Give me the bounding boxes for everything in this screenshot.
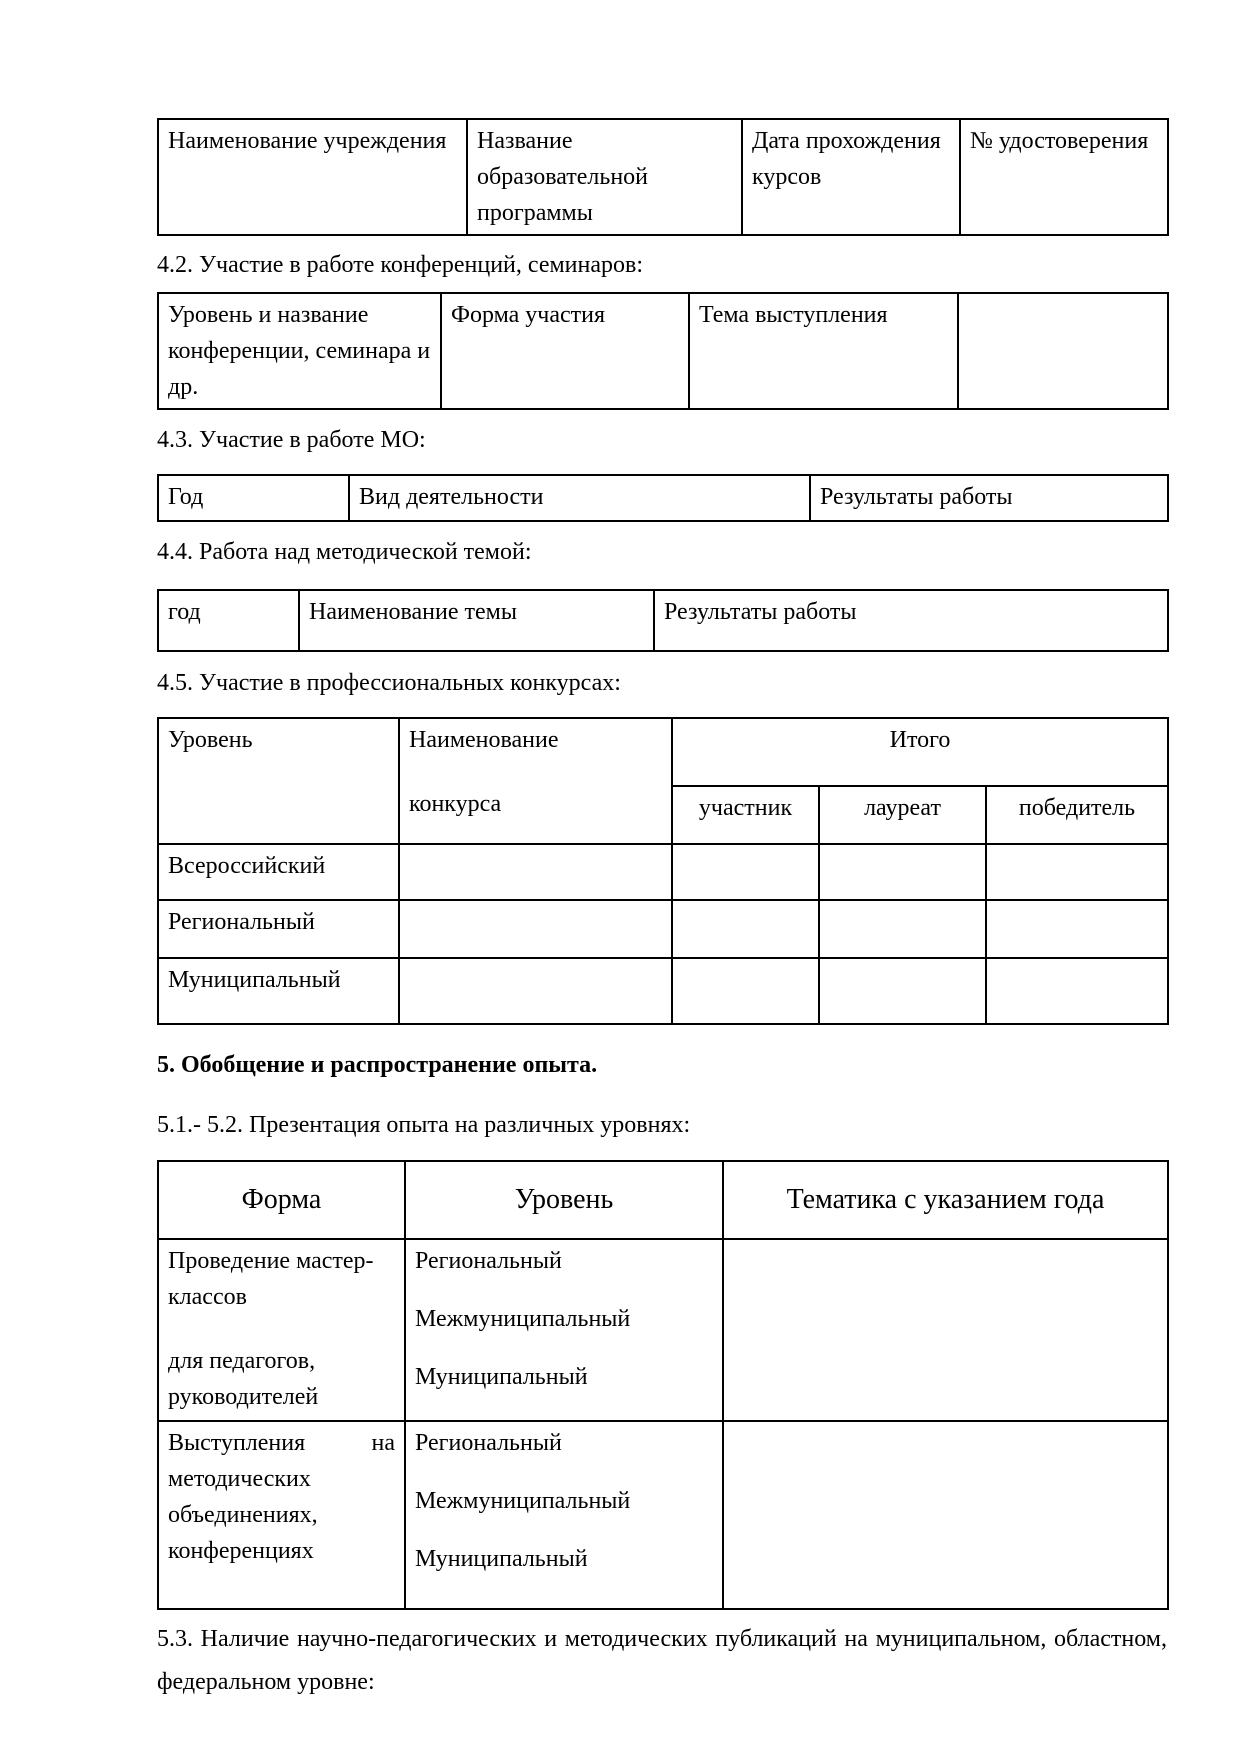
form-justified-line <box>168 1425 395 1461</box>
level-item: Муниципальный <box>415 1364 588 1390</box>
empty-cell <box>672 900 819 958</box>
form-paragraph: для педагогов, руководителей <box>168 1348 319 1410</box>
contests-table <box>157 717 1169 1025</box>
conferences-header-form: Форма участия <box>441 293 689 409</box>
contests-header-name-line1: Наименование <box>409 727 559 753</box>
presentation-row2-form <box>158 1421 405 1609</box>
presentation-row1-form <box>158 1239 405 1421</box>
table-row <box>158 844 1168 900</box>
courses-header-institution: Наименование учреждения <box>158 119 467 235</box>
form-line: методических <box>168 1466 311 1492</box>
heading-5: 5. Обобщение и распространение опыта. <box>157 1052 598 1078</box>
method-header-theme: Наименование темы <box>299 590 654 651</box>
form-line: конференциях <box>168 1538 314 1564</box>
contests-subheader-participant: участник <box>672 786 819 844</box>
table-row <box>158 1421 1168 1609</box>
contests-row-municipal: Муниципальный <box>158 958 399 1024</box>
mo-table <box>157 474 1169 522</box>
empty-cell <box>819 844 986 900</box>
presentation-header-level: Уровень <box>405 1161 723 1239</box>
heading-4-4: 4.4. Работа над методической темой: <box>157 539 532 565</box>
empty-cell <box>399 958 672 1024</box>
contests-subheader-laureate: лауреат <box>819 786 986 844</box>
mo-header-activity: Вид деятельности <box>349 475 810 521</box>
empty-cell <box>672 844 819 900</box>
courses-header-program: Название образовательной программы <box>467 119 742 235</box>
empty-cell <box>723 1421 1168 1609</box>
heading-4-5: 4.5. Участие в профессиональных конкурсах: <box>157 670 621 696</box>
form-line: объединениях, <box>168 1502 318 1528</box>
paragraph-5-3-line1: 5.3. Наличие научно-педагогических и методических публикаций на муниципальном, областном, <box>157 1626 1167 1652</box>
contests-header-level: Уровень <box>158 718 399 844</box>
level-item: Межмуниципальный <box>415 1488 631 1514</box>
empty-cell <box>399 900 672 958</box>
contests-row-regional: Региональный <box>158 900 399 958</box>
empty-cell <box>819 958 986 1024</box>
courses-header-date: Дата прохождения курсов <box>742 119 960 235</box>
table-row <box>158 900 1168 958</box>
empty-cell <box>986 844 1168 900</box>
empty-cell <box>958 293 1168 409</box>
table-row <box>158 958 1168 1024</box>
table-row <box>158 475 1168 521</box>
level-item: Межмуниципальный <box>415 1306 631 1332</box>
presentation-row2-levels <box>405 1421 723 1609</box>
empty-cell <box>672 958 819 1024</box>
form-word: на <box>371 1430 395 1456</box>
method-header-results: Результаты работы <box>654 590 1168 651</box>
mo-header-year: Год <box>158 475 349 521</box>
courses-header-certificate: № удостоверения <box>960 119 1168 235</box>
table-row <box>158 590 1168 651</box>
empty-cell <box>986 900 1168 958</box>
empty-cell <box>723 1239 1168 1421</box>
contests-row-allrussian: Всероссийский <box>158 844 399 900</box>
courses-table <box>157 118 1169 236</box>
paragraph-5-3 <box>157 1618 1167 1704</box>
empty-cell <box>399 844 672 900</box>
heading-4-3: 4.3. Участие в работе МО: <box>157 427 426 453</box>
contests-header-total: Итого <box>672 718 1168 786</box>
contests-header-name <box>399 718 672 844</box>
form-word: Выступления <box>168 1430 306 1456</box>
table-row <box>158 119 1168 235</box>
mo-header-results: Результаты работы <box>810 475 1168 521</box>
conferences-header-level: Уровень и название конференции, семинара и др. <box>158 293 441 409</box>
table-row <box>158 1239 1168 1421</box>
contests-header-name-line2: конкурса <box>409 791 502 817</box>
table-row <box>158 1161 1168 1239</box>
conferences-header-topic: Тема выступления <box>689 293 958 409</box>
table-row <box>158 718 1168 786</box>
table-row <box>158 293 1168 409</box>
empty-cell <box>986 958 1168 1024</box>
paragraph-5-3-line2: федеральном уровне: <box>157 1669 375 1695</box>
heading-5-1-5-2: 5.1.- 5.2. Презентация опыта на различных уровнях: <box>157 1112 691 1138</box>
level-item: Региональный <box>415 1248 562 1274</box>
level-item: Региональный <box>415 1430 562 1456</box>
conferences-table <box>157 292 1169 410</box>
level-item: Муниципальный <box>415 1546 588 1572</box>
contests-subheader-winner: победитель <box>986 786 1168 844</box>
presentation-row1-levels <box>405 1239 723 1421</box>
heading-4-2: 4.2. Участие в работе конференций, семинаров: <box>157 252 644 278</box>
method-header-year: год <box>158 590 299 651</box>
presentation-table <box>157 1160 1169 1610</box>
empty-cell <box>819 900 986 958</box>
presentation-header-theme: Тематика с указанием года <box>723 1161 1168 1239</box>
method-theme-table <box>157 589 1169 652</box>
presentation-header-form: Форма <box>158 1161 405 1239</box>
document-page <box>157 0 1167 1704</box>
form-paragraph: Проведение мастер-классов <box>168 1248 374 1310</box>
